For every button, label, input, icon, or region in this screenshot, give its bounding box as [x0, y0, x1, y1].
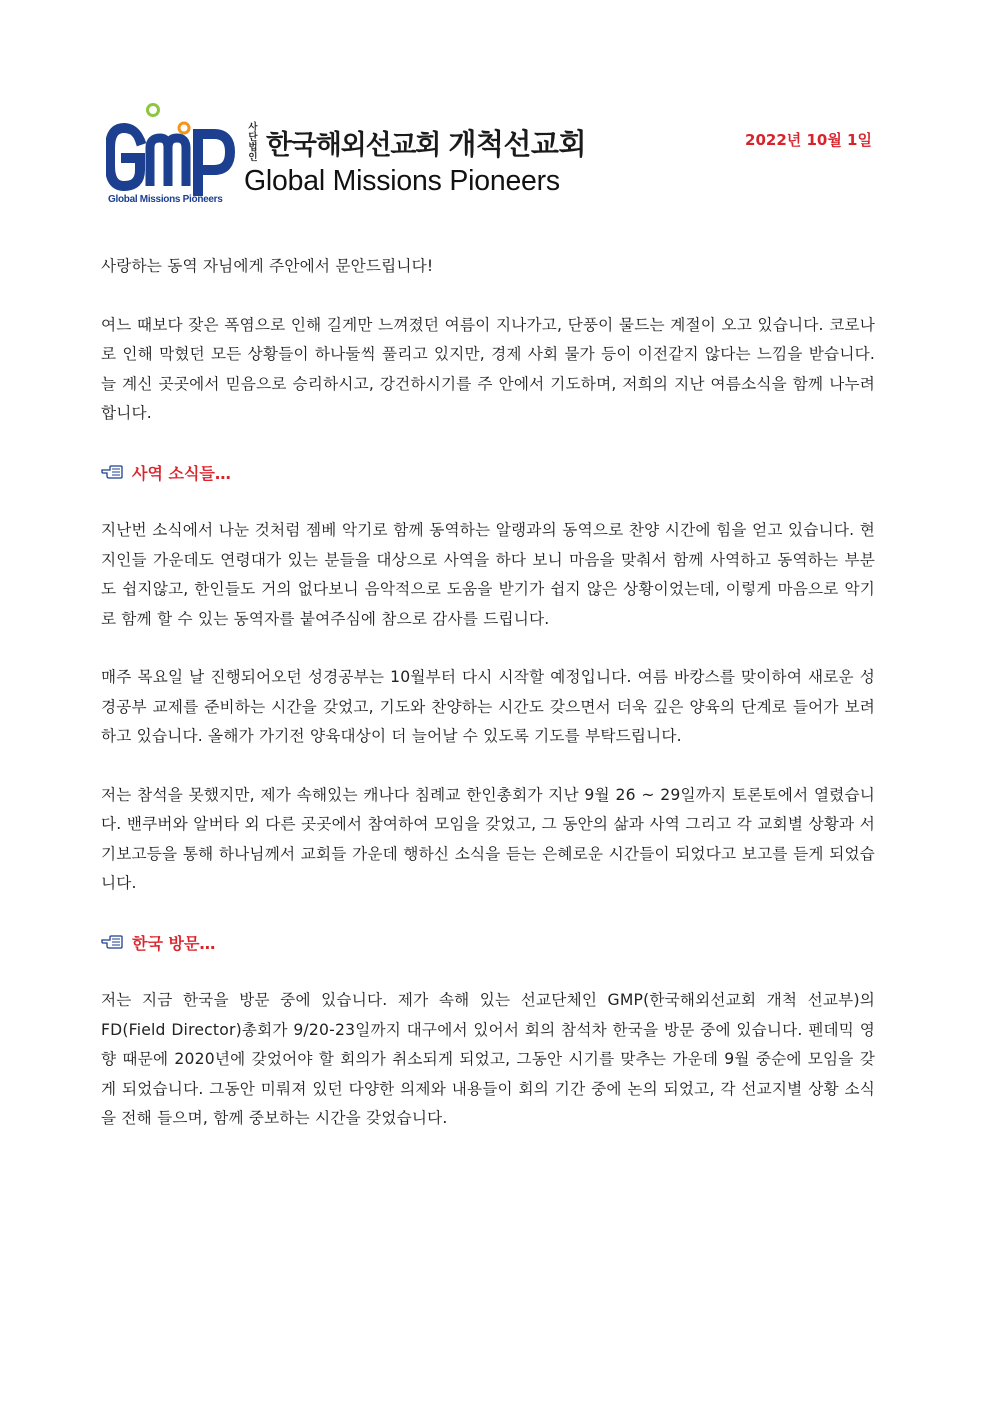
pointing-hand-icon [101, 465, 123, 479]
section-heading-ministry [101, 458, 875, 488]
ministry-paragraph-1: 지난번 소식에서 나눈 것처럼 젬베 악기로 함께 동역하는 알랭과의 동역으로 찬양 시간에 힘을 얻고 있습니다. 현지인들 가운데도 연령대가 있는 분들을 대상으로 사역을 하다 보니 마음을 맞춰서 함께 사역하고 동역하는 부분도 쉽지않고, 한인들도 거의 없다보니 음악적으로 도움을 받기가 쉽지 않은 상황이었는데, 이렇게 마음으로 악기로 함께 할 수 있는 동역자를 붙여주심에 참으로 감사를 드립니다. [101, 521, 875, 628]
org-name-english: Global Missions Pioneers [244, 165, 560, 197]
section-heading-korea-visit [101, 928, 875, 958]
gmp-logo [106, 100, 236, 208]
section-title: 사역 소식들… [132, 463, 231, 483]
ministry-paragraph-2: 매주 목요일 날 진행되어오던 성경공부는 10월부터 다시 시작할 예정입니다. 여름 바캉스를 맞이하여 새로운 성경공부 교제를 준비하는 시간을 갖었고, 기도와 찬양하는 시간도 갖으면서 더욱 깊은 양육의 단계로 들어가 보려 하고 있습니다. 올해가 가기전 양육대상이 더 늘어날 수 있도록 기도를 부탁드립니다. [101, 668, 875, 745]
org-badge-top: 사단 [248, 121, 258, 143]
ministry-paragraph-3: 저는 참석을 못했지만, 제가 속해있는 캐나다 침례교 한인총회가 지난 9월 26 ~ 29일까지 토론토에서 열렸습니다. 밴쿠버와 알버타 외 다른 곳곳에서 참여하여 모임을 갖었고, 그 동안의 삶과 사역 그리고 각 교회별 상황과 서기보고등을 통해 하나님께서 교회들 가운데 행하신 소식을 듣는 은혜로운 시간들이 되었다고 보고를 듣게 되었습니다. [101, 785, 875, 892]
org-name-ko-part2: 개척선교회 [448, 127, 586, 161]
letter-date: 2022년 10월 1일 [745, 131, 872, 149]
korea-visit-paragraph: 저는 지금 한국을 방문 중에 있습니다. 제가 속해 있는 선교단체인 GMP(한국해외선교회 개척 선교부)의 FD(Field Director)총회가 9/20-23일까지 대구에서 있어서 회의 참석차 한국을 방문 중에 있습니다. 펜데믹 영향 때문에 2020년에 갖었어야 할 회의가 취소되게 되었고, 그동안 시기를 맞추는 가운데 9월 중순에 모임을 갖게 되었습니다. 그동안 미뤄져 있던 다양한 의제와 내용들이 회의 기간 중에 논의 되었고, 각 선교지별 상황 소식을 전해 들으며, 함께 중보하는 시간을 갖었습니다. [101, 991, 875, 1127]
intro-paragraph: 여느 때보다 잦은 폭염으로 인해 길게만 느껴졌던 여름이 지나가고, 단풍이 물드는 계절이 오고 있습니다. 코로나로 인해 막혔던 모든 상황들이 하나둘씩 풀리고 있지만, 경제 사회 물가 등이 이전같지 않다는 느낌을 받습니다. 늘 계신 곳곳에서 믿음으로 승리하시고, 강건하시기를 주 안에서 기도하며, 저희의 지난 여름소식을 함께 나누려 합니다. [101, 315, 875, 422]
org-badge-bottom: 법인 [248, 141, 258, 163]
org-name-ko-part1: 한국해외선교회 [266, 130, 441, 161]
pointing-hand-icon [101, 935, 123, 949]
logo-subtitle: Global Missions Pioneers [108, 194, 223, 205]
section-title: 한국 방문… [132, 933, 216, 953]
greeting: 사랑하는 동역 자님에게 주안에서 문안드립니다! [101, 257, 434, 275]
letter-body [101, 252, 875, 1163]
org-name-korean [266, 122, 586, 163]
organization-name [244, 122, 586, 198]
letterhead [106, 100, 886, 210]
org-badge [244, 123, 262, 163]
